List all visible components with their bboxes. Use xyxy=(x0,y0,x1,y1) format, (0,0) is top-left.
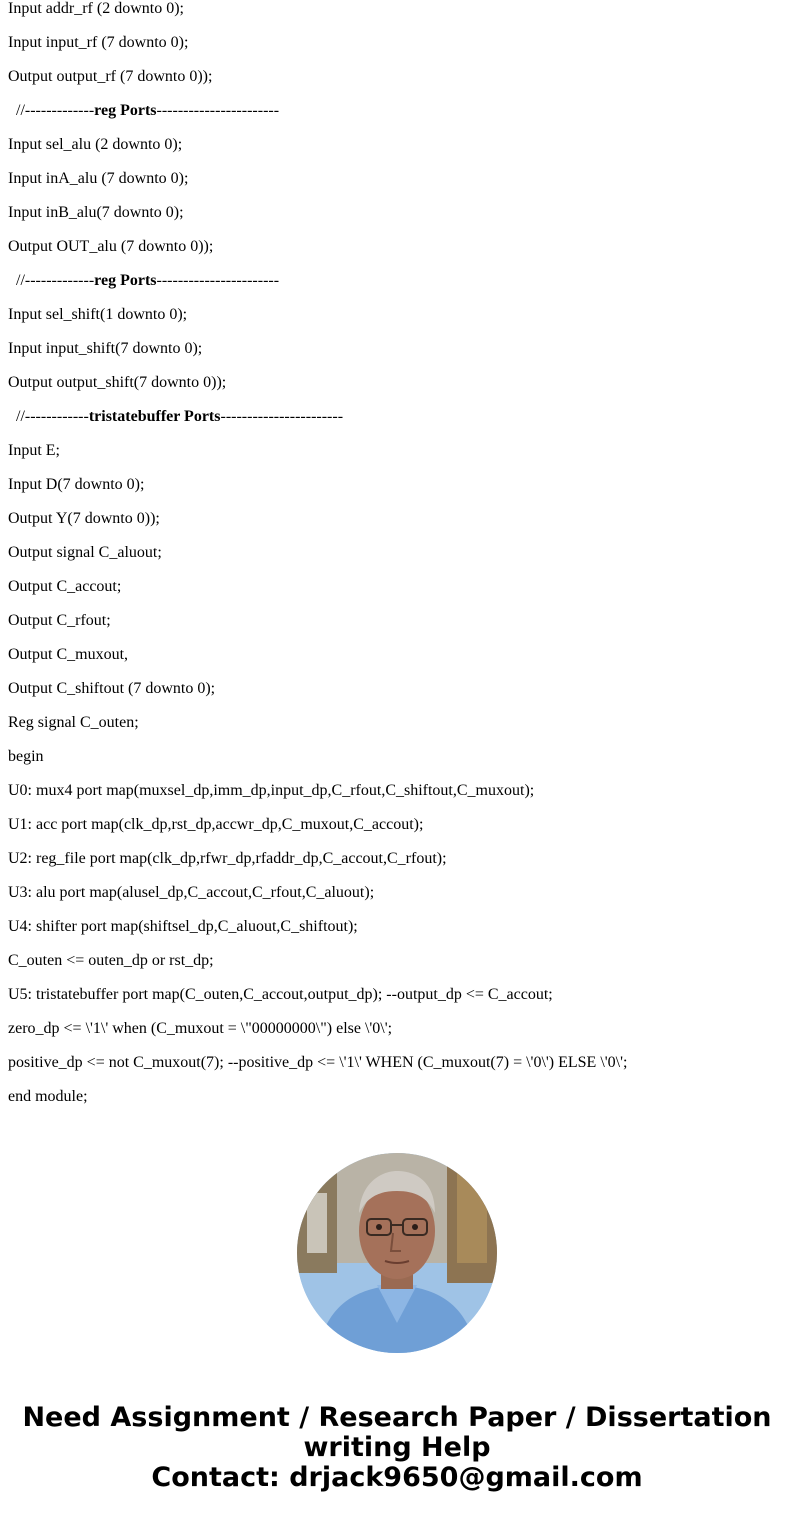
comment-suffix: ----------------------- xyxy=(220,408,344,425)
cta-line-2: writing Help xyxy=(303,1432,491,1463)
code-line: Reg signal C_outen; xyxy=(8,714,139,731)
code-line: Output C_rfout; xyxy=(8,612,111,629)
code-line: Output OUT_alu (7 downto 0)); xyxy=(8,238,214,255)
contact-banner xyxy=(0,1403,794,1493)
code-line: Output C_accout; xyxy=(8,578,122,595)
code-line: U3: alu port map(alusel_dp,C_accout,C_rfout,C_aluout); xyxy=(8,884,375,901)
comment-label: reg Ports xyxy=(94,272,157,289)
code-line: U1: acc port map(clk_dp,rst_dp,accwr_dp,C_muxout,C_accout); xyxy=(8,816,424,833)
code-line: Input inB_alu(7 downto 0); xyxy=(8,204,184,221)
code-line: U4: shifter port map(shiftsel_dp,C_aluout,C_shiftout); xyxy=(8,918,358,935)
code-line: Output C_shiftout (7 downto 0); xyxy=(8,680,216,697)
comment-text xyxy=(8,407,343,427)
comment-label: reg Ports xyxy=(94,102,157,119)
comment-prefix: //------------ xyxy=(16,408,89,425)
code-line: zero_dp <= \'1\' when (C_muxout = \"00000000\") else \'0\'; xyxy=(8,1020,393,1037)
code-comment-line xyxy=(8,264,788,298)
code-line: U0: mux4 port map(muxsel_dp,imm_dp,input_dp,C_rfout,C_shiftout,C_muxout); xyxy=(8,782,535,799)
code-comment-line xyxy=(8,400,788,434)
code-line: Output Y(7 downto 0)); xyxy=(8,510,160,527)
code-line: C_outen <= outen_dp or rst_dp; xyxy=(8,952,214,969)
comment-prefix: //------------- xyxy=(16,272,95,289)
code-line: Input input_shift(7 downto 0); xyxy=(8,340,203,357)
cta-line-1: Need Assignment / Research Paper / Dissertation xyxy=(22,1402,772,1433)
code-line: U5: tristatebuffer port map(C_outen,C_accout,output_dp); --output_dp <= C_accout; xyxy=(8,986,553,1003)
code-line: Output C_muxout, xyxy=(8,646,129,663)
code-line: Input input_rf (7 downto 0); xyxy=(8,34,189,51)
code-line: Output output_rf (7 downto 0)); xyxy=(8,68,213,85)
code-line: Input sel_shift(1 downto 0); xyxy=(8,306,188,323)
author-portrait-icon xyxy=(297,1153,497,1353)
code-line: begin xyxy=(8,748,44,765)
code-line: positive_dp <= not C_muxout(7); --positive_dp <= \'1\' WHEN (C_muxout(7) = \'0\') ELSE \'0\'; xyxy=(8,1054,628,1071)
code-line: Input E; xyxy=(8,442,60,459)
comment-text xyxy=(8,271,279,291)
code-line: U2: reg_file port map(clk_dp,rfwr_dp,rfaddr_dp,C_accout,C_rfout); xyxy=(8,850,447,867)
code-comment-line xyxy=(8,94,788,128)
comment-suffix: ----------------------- xyxy=(156,272,280,289)
code-line: Output signal C_aluout; xyxy=(8,544,162,561)
code-line: Input D(7 downto 0); xyxy=(8,476,145,493)
comment-prefix: //------------- xyxy=(16,102,95,119)
code-line: Input addr_rf (2 downto 0); xyxy=(8,0,184,17)
comment-text xyxy=(8,101,279,121)
code-line: end module; xyxy=(8,1088,88,1105)
cta-line-3: Contact: drjack9650@gmail.com xyxy=(151,1462,643,1493)
author-photo xyxy=(297,1153,497,1353)
code-listing xyxy=(8,0,788,1122)
comment-label: tristatebuffer Ports xyxy=(88,408,221,425)
comment-suffix: ----------------------- xyxy=(156,102,280,119)
code-line: Input sel_alu (2 downto 0); xyxy=(8,136,183,153)
code-line: Input inA_alu (7 downto 0); xyxy=(8,170,189,187)
code-line: Output output_shift(7 downto 0)); xyxy=(8,374,227,391)
